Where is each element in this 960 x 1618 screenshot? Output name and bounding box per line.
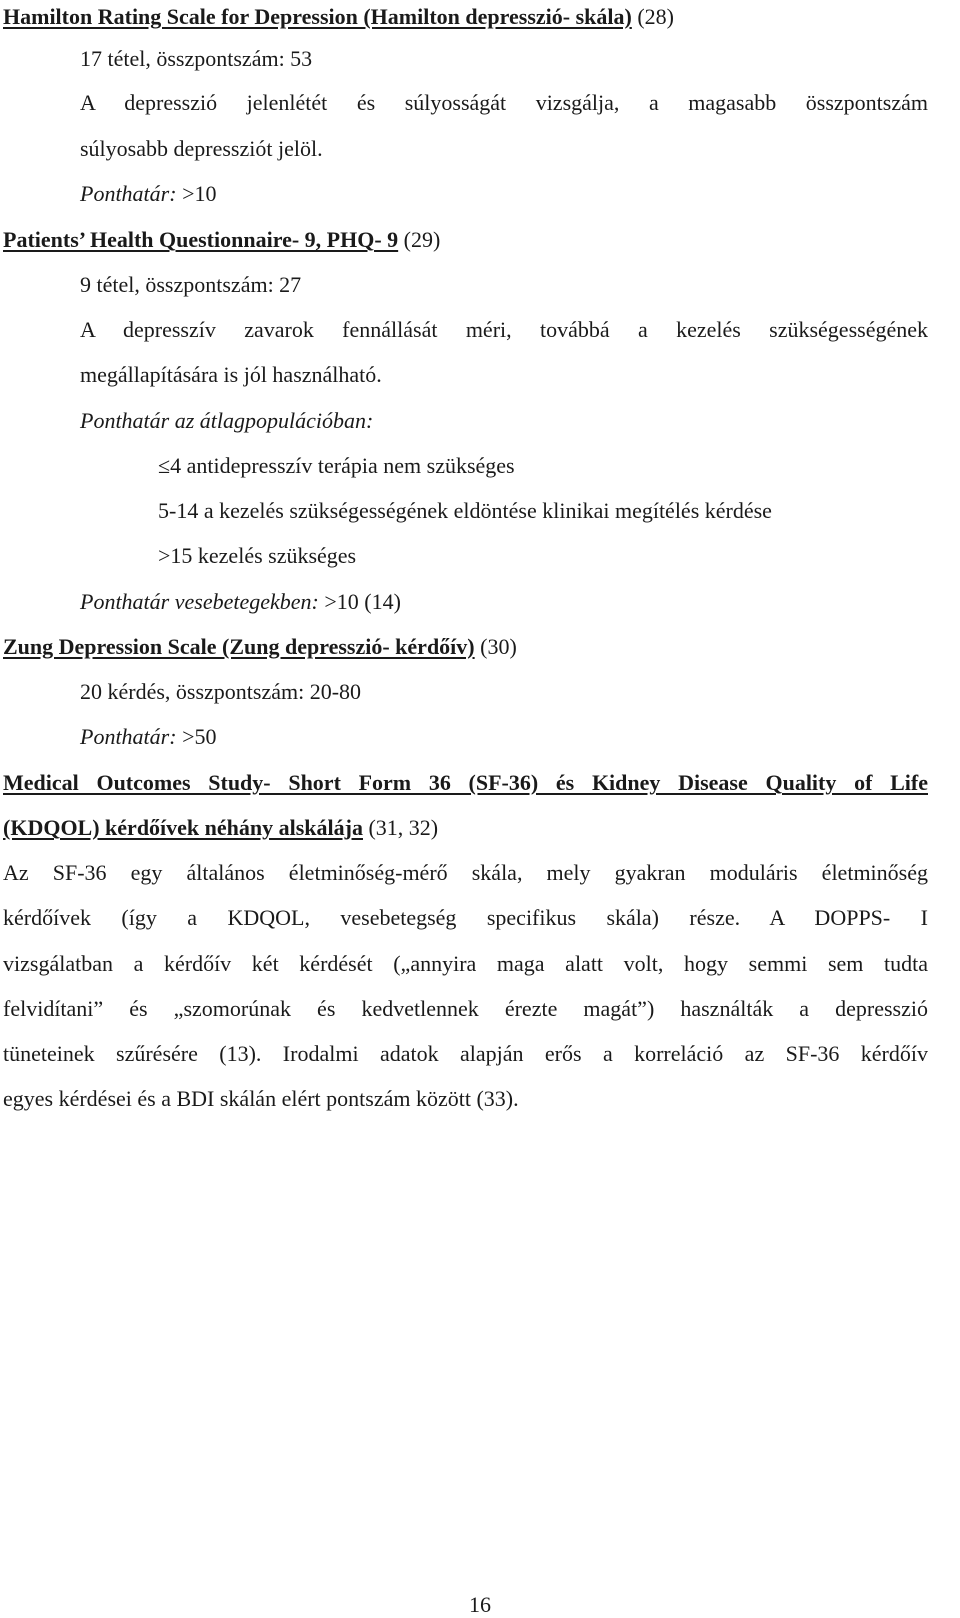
phq9-title: Patients’ Health Questionnaire- 9, PHQ- 9	[3, 227, 399, 252]
hamd-ref: (28)	[631, 4, 674, 29]
hamd-desc-line2: súlyosabb depressziót jelöl.	[80, 136, 323, 161]
phq9-range-1: ≤4 antidepresszív terápia nem szükséges	[158, 453, 515, 478]
phq9-ref: (29)	[398, 227, 441, 252]
sf36-title-line2: (KDQOL) kérdőívek néhány alskálája	[3, 815, 363, 840]
sf36-body-line6: egyes kérdései és a BDI skálán elért pontszám között (33).	[3, 1086, 519, 1111]
zung-ref: (30)	[474, 634, 517, 659]
phq9-cutoff-renal	[80, 589, 401, 615]
phq9-desc-line2: megállapítására is jól használható.	[80, 362, 382, 387]
phq9-cutoff-renal-label: Ponthatár vesebetegekben:	[80, 589, 319, 614]
sf36-title-line1: Medical Outcomes Study- Short Form 36 (SF-36) és Kidney Disease Quality of Life	[3, 770, 928, 795]
phq9-heading	[3, 227, 440, 253]
hamd-cutoff-label: Ponthatár:	[80, 181, 177, 206]
sf36-heading-line2	[3, 815, 438, 841]
sf36-ref: (31, 32)	[362, 815, 439, 840]
phq9-range-2: 5-14 a kezelés szükségességének eldöntése klinikai megítélés kérdése	[158, 498, 772, 523]
hamd-cutoff	[80, 181, 216, 207]
hamd-title: Hamilton Rating Scale for Depression (Hamilton depresszió- skála)	[3, 4, 632, 29]
sf36-body-line5: tüneteinek szűrésére (13). Irodalmi adatok alapján erős a korreláció az SF-36 kérdőív	[3, 1041, 928, 1066]
hamd-desc-line1: A depresszió jelenlétét és súlyosságát vizsgálja, a magasabb összpontszám	[80, 90, 928, 115]
sf36-body-line4: felvidítani” és „szomorúnak és kedvetlennek érezte magát”) használták a depresszió	[3, 996, 928, 1021]
hamd-items: 17 tétel, összpontszám: 53	[80, 46, 313, 71]
phq9-desc-line1: A depresszív zavarok fennállását méri, továbbá a kezelés szükségességének	[80, 317, 928, 342]
zung-cutoff-value: >50	[176, 724, 217, 749]
zung-cutoff	[80, 724, 216, 750]
hamd-heading	[3, 4, 674, 30]
phq9-cutoff-general-label: Ponthatár az átlagpopulációban:	[80, 408, 374, 433]
phq9-items: 9 tétel, összpontszám: 27	[80, 272, 302, 297]
zung-title: Zung Depression Scale (Zung depresszió- kérdőív)	[3, 634, 475, 659]
page-number: 16	[469, 1592, 491, 1617]
zung-items: 20 kérdés, összpontszám: 20-80	[80, 679, 362, 704]
sf36-body-line1: Az SF-36 egy általános életminőség-mérő skála, mely gyakran moduláris életminőség	[3, 860, 928, 885]
sf36-body-line2: kérdőívek (így a KDQOL, vesebetegség specifikus skála) része. A DOPPS- I	[3, 905, 928, 930]
hamd-cutoff-value: >10	[176, 181, 217, 206]
zung-heading	[3, 634, 517, 660]
zung-cutoff-label: Ponthatár:	[80, 724, 177, 749]
phq9-range-3: >15 kezelés szükséges	[158, 543, 357, 568]
phq9-cutoff-renal-value: >10 (14)	[318, 589, 401, 614]
sf36-body-line3: vizsgálatban a kérdőív két kérdését („annyira maga alatt volt, hogy semmi sem tudta	[3, 951, 928, 976]
